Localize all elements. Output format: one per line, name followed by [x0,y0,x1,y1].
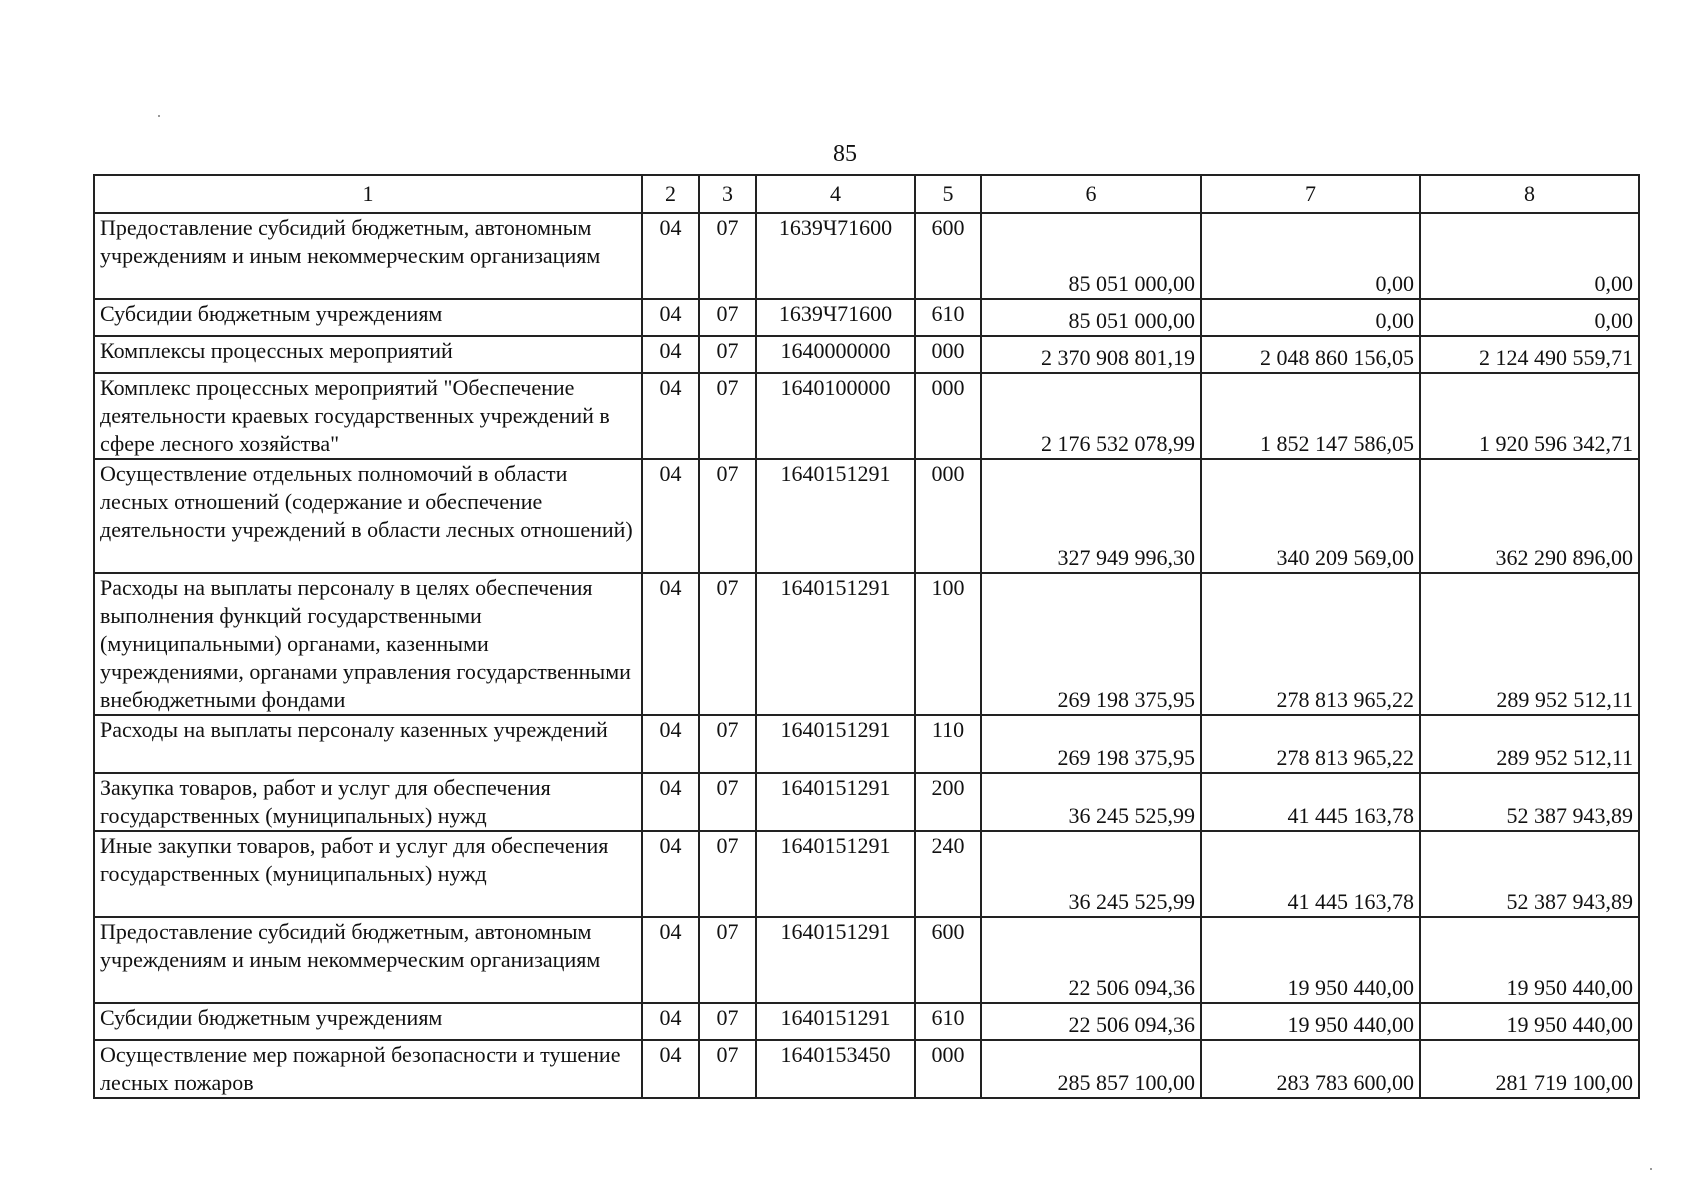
row-section-code: 04 [642,773,699,831]
row-expense-type: 600 [915,213,981,299]
row-amount-col6: 2 176 532 078,99 [981,373,1201,459]
row-amount-col8: 19 950 440,00 [1420,917,1639,1003]
row-expense-type: 110 [915,715,981,773]
row-amount-col6: 327 949 996,30 [981,459,1201,573]
row-name: Предоставление субсидий бюджетным, автономным учреждениям и иным некоммерческим организациям [94,917,642,1003]
table-row [94,213,1639,299]
row-amount-col8: 52 387 943,89 [1420,831,1639,917]
row-section-code: 04 [642,336,699,373]
table-row [94,715,1639,773]
row-subsection-code: 07 [699,213,756,299]
table-row [94,299,1639,336]
row-expense-type: 000 [915,459,981,573]
budget-table [93,174,1640,1099]
row-section-code: 04 [642,573,699,715]
column-header: 8 [1420,175,1639,213]
row-amount-col7: 2 048 860 156,05 [1201,336,1420,373]
row-amount-col7: 0,00 [1201,299,1420,336]
column-header: 3 [699,175,756,213]
table-row [94,773,1639,831]
row-expense-type: 600 [915,917,981,1003]
row-target-article: 1640153450 [756,1040,915,1098]
row-section-code: 04 [642,459,699,573]
row-amount-col7: 41 445 163,78 [1201,773,1420,831]
row-amount-col8: 362 290 896,00 [1420,459,1639,573]
row-expense-type: 000 [915,1040,981,1098]
scan-speck [158,115,160,117]
row-target-article: 1640151291 [756,715,915,773]
row-amount-col7: 278 813 965,22 [1201,573,1420,715]
scan-speck [1650,1168,1652,1170]
row-subsection-code: 07 [699,573,756,715]
row-amount-col6: 285 857 100,00 [981,1040,1201,1098]
row-amount-col7: 1 852 147 586,05 [1201,373,1420,459]
row-target-article: 1640151291 [756,573,915,715]
row-amount-col8: 0,00 [1420,299,1639,336]
row-expense-type: 200 [915,773,981,831]
table-row [94,917,1639,1003]
row-amount-col7: 0,00 [1201,213,1420,299]
row-target-article: 1640100000 [756,373,915,459]
row-target-article: 1640151291 [756,773,915,831]
row-subsection-code: 07 [699,373,756,459]
row-subsection-code: 07 [699,459,756,573]
row-amount-col6: 22 506 094,36 [981,917,1201,1003]
row-name: Субсидии бюджетным учреждениям [94,299,642,336]
row-subsection-code: 07 [699,1040,756,1098]
header-row [94,175,1639,213]
row-section-code: 04 [642,299,699,336]
row-amount-col8: 1 920 596 342,71 [1420,373,1639,459]
table-row [94,459,1639,573]
row-target-article: 1639Ч71600 [756,299,915,336]
row-expense-type: 610 [915,1003,981,1040]
row-name: Предоставление субсидий бюджетным, автономным учреждениям и иным некоммерческим организациям [94,213,642,299]
row-amount-col8: 52 387 943,89 [1420,773,1639,831]
row-amount-col8: 19 950 440,00 [1420,1003,1639,1040]
row-subsection-code: 07 [699,831,756,917]
row-section-code: 04 [642,1040,699,1098]
row-expense-type: 240 [915,831,981,917]
row-expense-type: 610 [915,299,981,336]
row-amount-col6: 2 370 908 801,19 [981,336,1201,373]
row-section-code: 04 [642,373,699,459]
row-subsection-code: 07 [699,1003,756,1040]
row-subsection-code: 07 [699,299,756,336]
column-header: 2 [642,175,699,213]
row-name: Расходы на выплаты персоналу казенных учреждений [94,715,642,773]
row-name: Закупка товаров, работ и услуг для обеспечения государственных (муниципальных) нужд [94,773,642,831]
row-section-code: 04 [642,715,699,773]
row-section-code: 04 [642,917,699,1003]
row-name: Комплексы процессных мероприятий [94,336,642,373]
column-header: 4 [756,175,915,213]
row-amount-col7: 283 783 600,00 [1201,1040,1420,1098]
row-amount-col7: 19 950 440,00 [1201,917,1420,1003]
row-name: Осуществление мер пожарной безопасности и тушение лесных пожаров [94,1040,642,1098]
row-name: Комплекс процессных мероприятий "Обеспечение деятельности краевых государственных учреждений в сфере лесного хозяйства" [94,373,642,459]
row-amount-col6: 269 198 375,95 [981,715,1201,773]
row-amount-col8: 281 719 100,00 [1420,1040,1639,1098]
row-section-code: 04 [642,1003,699,1040]
row-amount-col6: 22 506 094,36 [981,1003,1201,1040]
row-expense-type: 000 [915,336,981,373]
row-name: Иные закупки товаров, работ и услуг для обеспечения государственных (муниципальных) нужд [94,831,642,917]
row-amount-col8: 289 952 512,11 [1420,715,1639,773]
row-amount-col7: 41 445 163,78 [1201,831,1420,917]
row-target-article: 1640151291 [756,917,915,1003]
row-subsection-code: 07 [699,917,756,1003]
row-amount-col6: 85 051 000,00 [981,213,1201,299]
row-target-article: 1639Ч71600 [756,213,915,299]
row-amount-col6: 269 198 375,95 [981,573,1201,715]
column-header: 6 [981,175,1201,213]
row-target-article: 1640151291 [756,831,915,917]
row-name: Расходы на выплаты персоналу в целях обеспечения выполнения функций государственными (муниципальными) органами, казенными учреждениями, органами управления государственными внебюджетными фондами [94,573,642,715]
row-section-code: 04 [642,831,699,917]
row-amount-col7: 278 813 965,22 [1201,715,1420,773]
row-amount-col6: 36 245 525,99 [981,773,1201,831]
row-name: Осуществление отдельных полномочий в области лесных отношений (содержание и обеспечение деятельности учреждений в области лесных отношений) [94,459,642,573]
table-row [94,831,1639,917]
table-row [94,573,1639,715]
table-row [94,336,1639,373]
row-amount-col8: 2 124 490 559,71 [1420,336,1639,373]
row-section-code: 04 [642,213,699,299]
column-header: 7 [1201,175,1420,213]
row-subsection-code: 07 [699,715,756,773]
row-amount-col8: 289 952 512,11 [1420,573,1639,715]
row-subsection-code: 07 [699,773,756,831]
column-header: 1 [94,175,642,213]
column-header: 5 [915,175,981,213]
table-row [94,1003,1639,1040]
row-amount-col6: 36 245 525,99 [981,831,1201,917]
row-amount-col7: 340 209 569,00 [1201,459,1420,573]
table-row [94,373,1639,459]
row-target-article: 1640151291 [756,1003,915,1040]
page-number: 85 [833,141,857,167]
row-expense-type: 100 [915,573,981,715]
row-subsection-code: 07 [699,336,756,373]
row-amount-col7: 19 950 440,00 [1201,1003,1420,1040]
row-amount-col6: 85 051 000,00 [981,299,1201,336]
row-name: Субсидии бюджетным учреждениям [94,1003,642,1040]
table-row [94,1040,1639,1098]
row-amount-col8: 0,00 [1420,213,1639,299]
row-expense-type: 000 [915,373,981,459]
row-target-article: 1640000000 [756,336,915,373]
row-target-article: 1640151291 [756,459,915,573]
